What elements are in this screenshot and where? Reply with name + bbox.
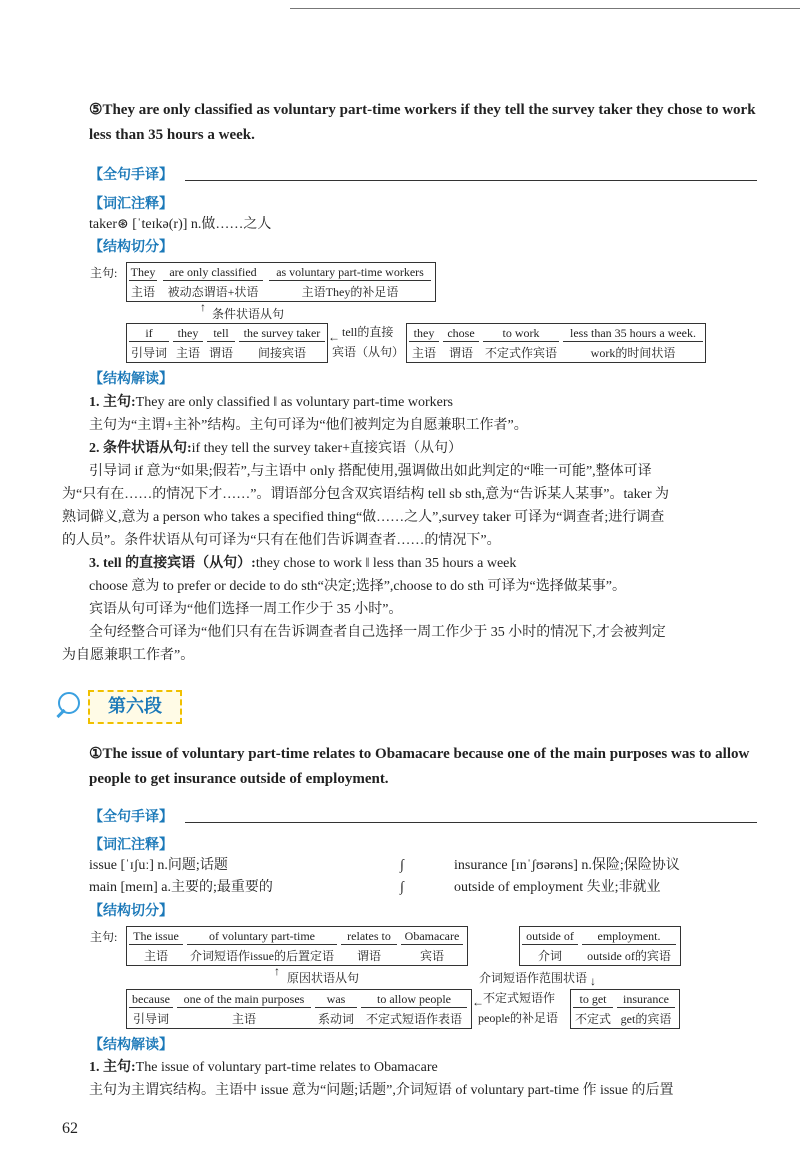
- seg-they-role: 主语: [130, 285, 155, 299]
- struct-box-main-5: [126, 262, 436, 302]
- analysis-1: [89, 392, 453, 414]
- analysis-3: [89, 553, 516, 575]
- seg-to-get-role: 不定式: [574, 1012, 611, 1026]
- seg-classified: are only classified: [163, 265, 263, 281]
- translate-blank-5[interactable]: [185, 180, 757, 181]
- reason-clause-label: 原因状语从句: [287, 971, 360, 985]
- analysis-1-line: They are only classified ‖ as voluntary part-time workers: [135, 395, 453, 410]
- seg-outside-of: outside of: [522, 929, 578, 945]
- cond-clause-label: 条件状语从句: [212, 307, 285, 321]
- seg-survey-taker: the survey taker: [239, 326, 325, 342]
- seg-to-work-role: 不定式作宾语: [484, 346, 557, 360]
- analysis-1b-line: The issue of voluntary part-time relates to Obamacare: [135, 1060, 438, 1075]
- sentence-5: ⑤They are only classified as voluntary part-time workers if they tell the survey taker they chose to work less than 35 hours a week.: [89, 102, 756, 143]
- analysis-3-para-1: choose 意为 to prefer or decide to do sth“决定;选择”,choose to do sth 可译为“选择做某事”。: [89, 579, 626, 594]
- analysis-2-para-2: 为“只有在……的情况下才……”。谓语部分包含双宾语结构 tell sb sth,意为“告诉某人某事”。taker 为: [62, 487, 670, 502]
- analysis-2-para-3: 熟词僻义,意为 a person who takes a specified thing“做……之人”,survey taker 可译为“调查者;进行调查: [62, 510, 665, 525]
- wave-divider-2: ∫: [400, 880, 404, 895]
- vocab-outside: outside of employment 失业;非就业: [454, 880, 661, 895]
- seg-if: if: [129, 326, 169, 342]
- struct-box-get: [570, 989, 680, 1029]
- seg-the-issue-role: 主语: [143, 949, 168, 963]
- tag-analysis-5: 【结构解读】: [89, 371, 173, 387]
- analysis-3-line: they chose to work ‖ less than 35 hours a week: [255, 556, 517, 571]
- seg-chose: chose: [443, 326, 479, 342]
- tell-obj-label-2: 宾语（从句）: [332, 345, 405, 359]
- analysis-1-title: 1. 主句:: [89, 395, 136, 410]
- seg-relates-to-role: 谓语: [356, 949, 381, 963]
- struct-box-main-1: [126, 926, 468, 966]
- analysis-3-para-4: 为自愿兼职工作者”。: [62, 648, 195, 663]
- prep-phrase-label: 介词短语作范围状语: [479, 971, 588, 985]
- struct-box-obj: [406, 323, 706, 363]
- seg-employment: employment.: [582, 929, 676, 945]
- analysis-1-para: 主句为“主谓+主补”结构。主句可译为“他们被判定为自愿兼职工作者”。: [89, 418, 528, 433]
- translate-blank-1[interactable]: [185, 822, 757, 823]
- seg-to-allow: to allow people: [361, 992, 467, 1008]
- wave-divider-1: ∫: [400, 858, 404, 873]
- seg-insurance-role: get的宾语: [620, 1012, 672, 1026]
- arrow-left-inf: ←: [472, 995, 484, 1009]
- seg-tell: tell: [207, 326, 235, 342]
- seg-less-than-role: work的时间状语: [590, 346, 676, 360]
- seg-as-workers-role: 主语They的补足语: [301, 285, 399, 299]
- arrow-down-prep: ↓: [590, 974, 596, 988]
- inf-label: 不定式短语作: [483, 991, 556, 1005]
- tag-vocab-5: 【词汇注释】: [89, 196, 173, 212]
- inf-label-2: people的补足语: [478, 1011, 558, 1025]
- seg-the-issue: The issue: [129, 929, 183, 945]
- seg-obamacare-role: 宾语: [419, 949, 444, 963]
- seg-they: They: [130, 265, 156, 279]
- arrow-left-obj: ←: [328, 330, 340, 344]
- seg-tell-role: 谓语: [208, 346, 233, 360]
- main-clause-label-5: 主句:: [90, 266, 118, 280]
- seg-was-role: 系动词: [317, 1012, 354, 1026]
- seg-classified-role: 被动态谓语+状语: [167, 285, 259, 299]
- analysis-2-para-1: 引导词 if 意为“如果;假若”,与主语中 only 搭配使用,强调做出如此判定的“唯一可能”,整体可译: [89, 464, 652, 479]
- analysis-1b: [89, 1057, 438, 1079]
- seg-as-workers: as voluntary part-time workers: [269, 265, 431, 281]
- vocab-main: main [meɪn] a.主要的;最重要的: [89, 880, 273, 895]
- analysis-2: [89, 438, 462, 460]
- section-title: 第六段: [88, 690, 182, 724]
- vocab-taker: taker⊛ [ˈteɪkə(r)] n.做……之人: [89, 217, 272, 232]
- seg-if-role: 引导词: [130, 346, 167, 360]
- seg-to-allow-role: 不定式短语作表语: [365, 1012, 462, 1026]
- tag-translate-1: 【全句手译】: [89, 809, 173, 825]
- seg-of-voluntary-role: 介词短语作issue的后置定语: [189, 949, 334, 963]
- seg-one-of: one of the main purposes: [177, 992, 311, 1008]
- analysis-2-line: if they tell the survey taker+直接宾语（从句）: [191, 441, 463, 456]
- seg-to-work: to work: [483, 326, 559, 342]
- vocab-issue: issue [ˈɪʃuː] n.问题;话题: [89, 858, 228, 873]
- arrow-up-reason: ↑: [274, 964, 280, 978]
- seg-to-get: to get: [573, 992, 613, 1008]
- struct-box-reason: [126, 989, 472, 1029]
- vocab-insurance: insurance [ɪnˈʃʊərəns] n.保险;保险协议: [454, 858, 680, 873]
- tag-struct-5: 【结构切分】: [89, 239, 173, 255]
- seg-they2: they: [173, 326, 203, 342]
- struct-box-outside: [519, 926, 681, 966]
- page-number: 62: [62, 1120, 78, 1137]
- seg-relates-to: relates to: [341, 929, 397, 945]
- seg-survey-taker-role: 间接宾语: [257, 346, 306, 360]
- sentence-1: ①The issue of voluntary part-time relates to Obamacare because one of the main purposes was to allow people to get insurance outside of employment.: [89, 746, 750, 787]
- analysis-3-para-2: 宾语从句可译为“他们选择一周工作少于 35 小时”。: [89, 602, 403, 617]
- tell-obj-label: tell的直接: [342, 325, 394, 339]
- analysis-2-para-4: 的人员”。条件状语从句可译为“只有在他们告诉调查者……的情况下”。: [62, 533, 501, 548]
- analysis-1b-title: 1. 主句:: [89, 1060, 136, 1075]
- top-rule: [290, 8, 800, 9]
- tag-analysis-1: 【结构解读】: [89, 1037, 173, 1053]
- seg-insurance: insurance: [617, 992, 675, 1008]
- seg-because-role: 引导词: [132, 1012, 169, 1026]
- section-heading: [58, 688, 186, 726]
- struct-box-cond: [126, 323, 328, 363]
- seg-obamacare: Obamacare: [401, 929, 463, 945]
- analysis-3-title: 3. tell 的直接宾语（从句）:: [89, 556, 256, 571]
- seg-they2-role: 主语: [175, 346, 200, 360]
- analysis-1b-para: 主句为主谓宾结构。主语中 issue 意为“问题;话题”,介词短语 of voluntary part-time 作 issue 的后置: [89, 1083, 674, 1098]
- seg-of-voluntary: of voluntary part-time: [187, 929, 337, 945]
- seg-they3: they: [409, 326, 439, 342]
- seg-employment-role: outside of的宾语: [587, 949, 671, 963]
- seg-was: was: [315, 992, 357, 1008]
- seg-chose-role: 谓语: [448, 346, 473, 360]
- arrow-up-cond: ↑: [200, 300, 206, 314]
- tag-vocab-1: 【词汇注释】: [89, 837, 173, 853]
- magnifier-handle: [56, 709, 65, 718]
- analysis-3-para-3: 全句经整合可译为“他们只有在告诉调查者自己选择一周工作少于 35 小时的情况下,才会被判定: [89, 625, 666, 640]
- seg-outside-of-role: 介词: [537, 949, 562, 963]
- seg-because: because: [129, 992, 173, 1008]
- tag-translate-5: 【全句手译】: [89, 167, 173, 183]
- tag-struct-1: 【结构切分】: [89, 903, 173, 919]
- main-clause-label-1: 主句:: [90, 930, 118, 944]
- analysis-2-title: 2. 条件状语从句:: [89, 441, 192, 456]
- seg-they3-role: 主语: [411, 346, 436, 360]
- seg-less-than: less than 35 hours a week.: [563, 326, 703, 342]
- seg-one-of-role: 主语: [231, 1012, 256, 1026]
